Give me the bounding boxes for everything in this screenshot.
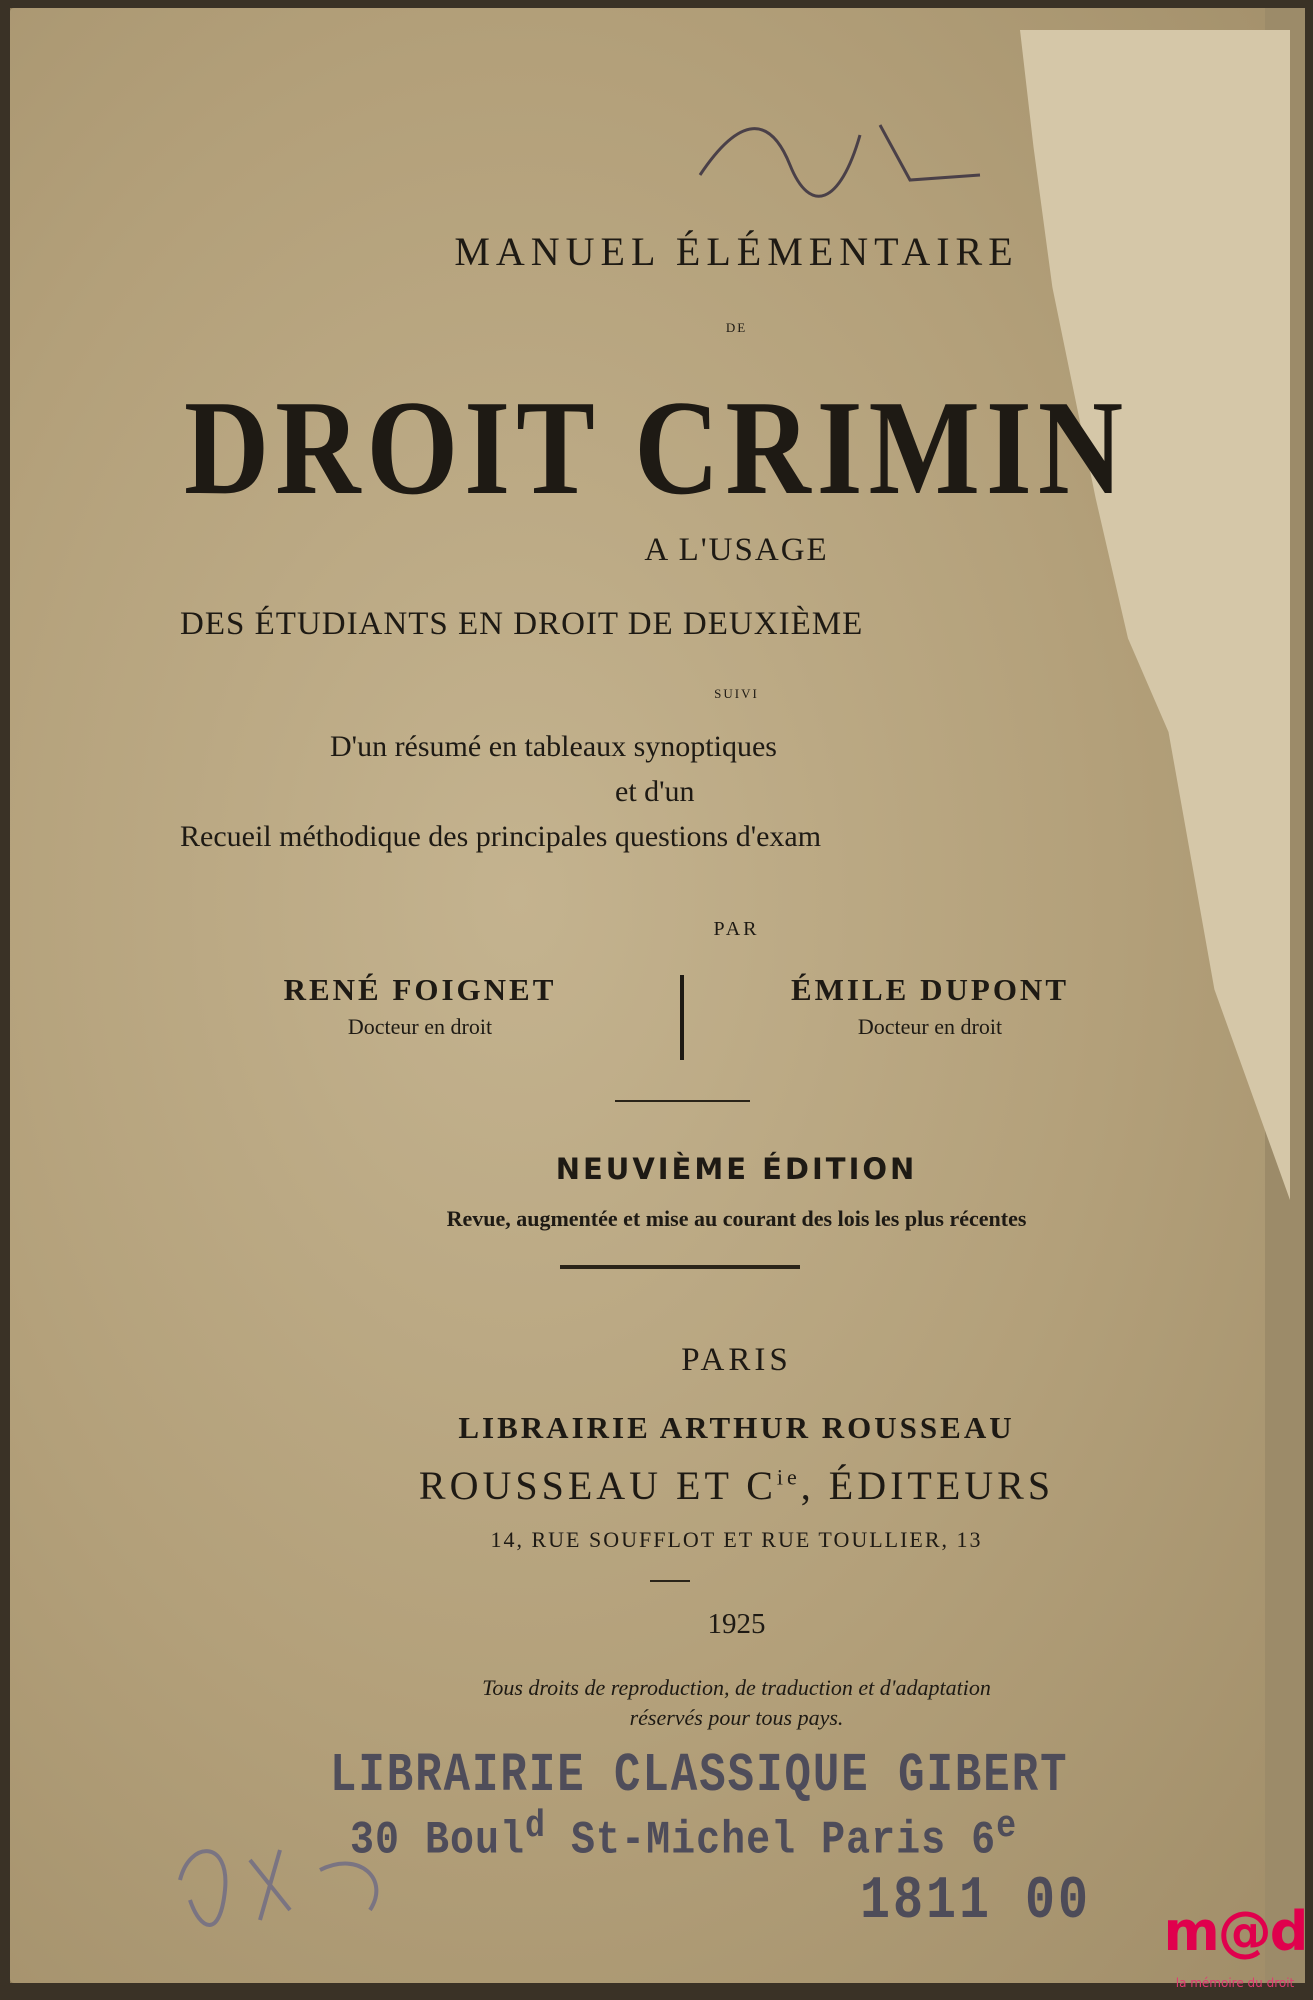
students-line: DES ÉTUDIANTS EN DROIT DE DEUXIÈME xyxy=(180,606,864,642)
city: PARIS xyxy=(681,1342,792,1378)
author-role: Docteur en droit xyxy=(857,1014,1003,1039)
author-dupont xyxy=(760,972,1100,1040)
page-title: DROIT CRIMIN xyxy=(184,372,1130,523)
watermark-logo xyxy=(1160,1900,1310,2000)
bookseller-stamp-address: 30 Boul$^d$ St-Michel Paris 6e xyxy=(350,1805,1018,1868)
usage-line: A L'USAGE xyxy=(644,532,829,568)
author-divider xyxy=(680,975,684,1060)
publication-year: 1925 xyxy=(707,1608,766,1640)
subtitle-resume: D'un résumé en tableaux synoptiques xyxy=(330,730,777,763)
author-role: Docteur en droit xyxy=(347,1014,493,1039)
logo-mark: m@d xyxy=(1163,1900,1307,1963)
author-foignet xyxy=(250,972,590,1040)
publisher-line: ROUSSEAU ET $C^{ie}$, ÉDITEURS xyxy=(418,1463,1055,1508)
par-label: PAR xyxy=(713,918,760,940)
edition-note: Revue, augmentée et mise au courant des lois les plus récentes xyxy=(446,1206,1027,1231)
subtitle-recueil: Recueil méthodique des principales questions d'exam xyxy=(180,820,822,853)
publisher-address: 14, RUE SOUFFLOT ET RUE TOULLIER, 13 xyxy=(490,1527,983,1552)
stamp-number: 1811 00 xyxy=(860,1868,1092,1937)
bookseller-stamp: LIBRAIRIE CLASSIQUE GIBERT xyxy=(330,1745,1069,1808)
logo-tagline: la mémoire du droit xyxy=(1175,1976,1295,1990)
rights-notice: Tous droits de reproduction, de traduction et d'adaptation xyxy=(482,1675,991,1700)
suivi-label: SUIVI xyxy=(714,686,759,701)
rights-notice: réservés pour tous pays. xyxy=(629,1705,844,1730)
separator-rule xyxy=(560,1265,800,1269)
handwritten-price xyxy=(170,1810,490,1940)
author-name: ÉMILE DUPONT xyxy=(791,972,1069,1007)
title-small: MANUEL ÉLÉMENTAIRE xyxy=(454,229,1019,274)
handwritten-mark xyxy=(680,95,1040,205)
publisher: LIBRAIRIE ARTHUR ROUSSEAU xyxy=(458,1410,1015,1445)
author-name: RENÉ FOIGNET xyxy=(283,972,557,1007)
edition-label: NEUVIÈME ÉDITION xyxy=(555,1152,918,1186)
separator-rule xyxy=(615,1100,750,1102)
subtitle-connector: et d'un xyxy=(615,775,695,808)
title-connector: DE xyxy=(725,320,748,335)
separator-rule xyxy=(650,1580,690,1582)
